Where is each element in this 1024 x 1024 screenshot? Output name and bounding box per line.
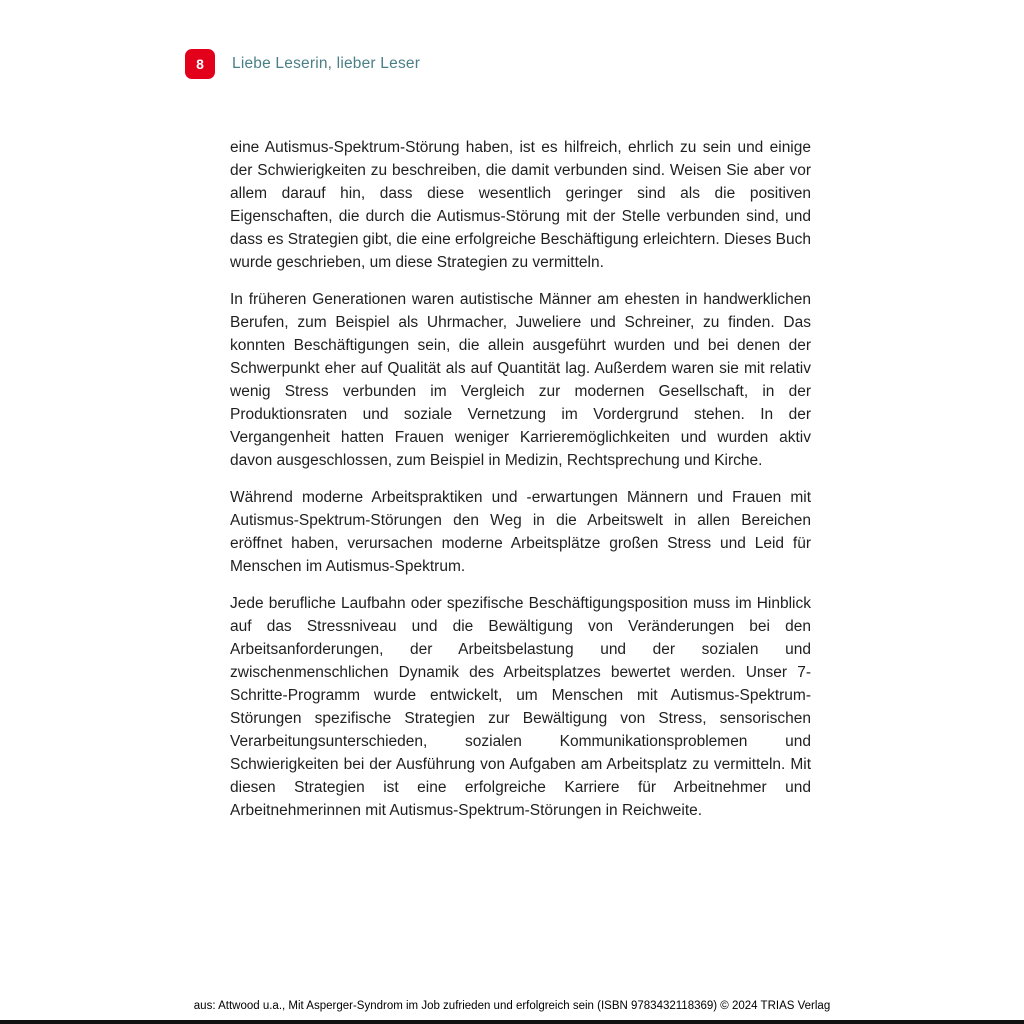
paragraph-3: Während moderne Arbeitspraktiken und -erwartungen Männern und Frauen mit Autismus-Spektrum-Störungen den Weg in die Arbeitswelt in allen Bereichen eröffnet haben, verursachen moderne Arbeitsplätze großen Stress und Leid für Menschen im Autismus-Spektrum. [230, 489, 811, 575]
chapter-title: Liebe Leserin, lieber Leser [232, 55, 421, 72]
page-number-badge [185, 49, 215, 79]
paragraph-1: eine Autismus-Spektrum-Störung haben, ist es hilfreich, ehrlich zu sein und einige der Schwierigkeiten zu beschreiben, die damit verbunden sind. Weisen Sie aber vor allem darauf hin, dass diese wesentlich geringer sind als die positiven Eigenschaften, die durch die Autismus-Störung mit der Stelle verbunden sind, und dass es Strategien gibt, die eine erfolgreiche Beschäftigung erleichtern. Dieses Buch wurde geschrieben, um diese Strategien zu vermitteln. [230, 139, 811, 271]
page-footer [0, 1000, 1024, 1012]
paragraph-4: Jede berufliche Laufbahn oder spezifische Beschäftigungsposition muss im Hinblick auf das Stressniveau und die Bewältigung von Veränderungen bei den Arbeitsanforderungen, der Arbeitsbelastung und der sozialen und zwischenmenschlichen Dynamik des Arbeitsplatzes bewertet werden. Unser 7-Schritte-Programm wurde entwickelt, um Menschen mit Autismus-Spektrum-Störungen spezifische Strategien zur Bewältigung von Stress, sensorischen Verarbeitungsunterschieden, sozialen Kommunikationsproblemen und Schwierigkeiten bei der Ausführung von Aufgaben am Arbeitsplatz zu vermitteln. Mit diesen Strategien ist eine erfolgreiche Karriere für Arbeitnehmer und Arbeitnehmerinnen mit Autismus-Spektrum-Störungen in Reichweite. [230, 595, 811, 819]
paragraph-2: In früheren Generationen waren autistische Männer am ehesten in handwerklichen Berufen, zum Beispiel als Uhrmacher, Juweliere und Schreiner, zu finden. Das konnten Beschäftigungen sein, die allein ausgeführt wurden und bei denen der Schwerpunkt eher auf Qualität als auf Quantität lag. Außerdem waren sie mit relativ wenig Stress verbunden im Vergleich zur modernen Gesellschaft, in der Produktionsraten und soziale Vernetzung im Vordergrund stehen. In der Vergangenheit hatten Frauen weniger Karrieremöglichkeiten und wurden aktiv davon ausgeschlossen, zum Beispiel in Medizin, Rechtsprechung und Kirche. [230, 291, 811, 469]
source-credit: aus: Attwood u.a., Mit Asperger-Syndrom im Job zufrieden und erfolgreich sein (ISBN 9783432118369) © 2024 TRIAS Verlag [193, 1000, 831, 1012]
page-header [185, 49, 420, 79]
body-text [230, 136, 811, 836]
bottom-edge-line [0, 1020, 1024, 1024]
page-number: 8 [196, 56, 204, 72]
